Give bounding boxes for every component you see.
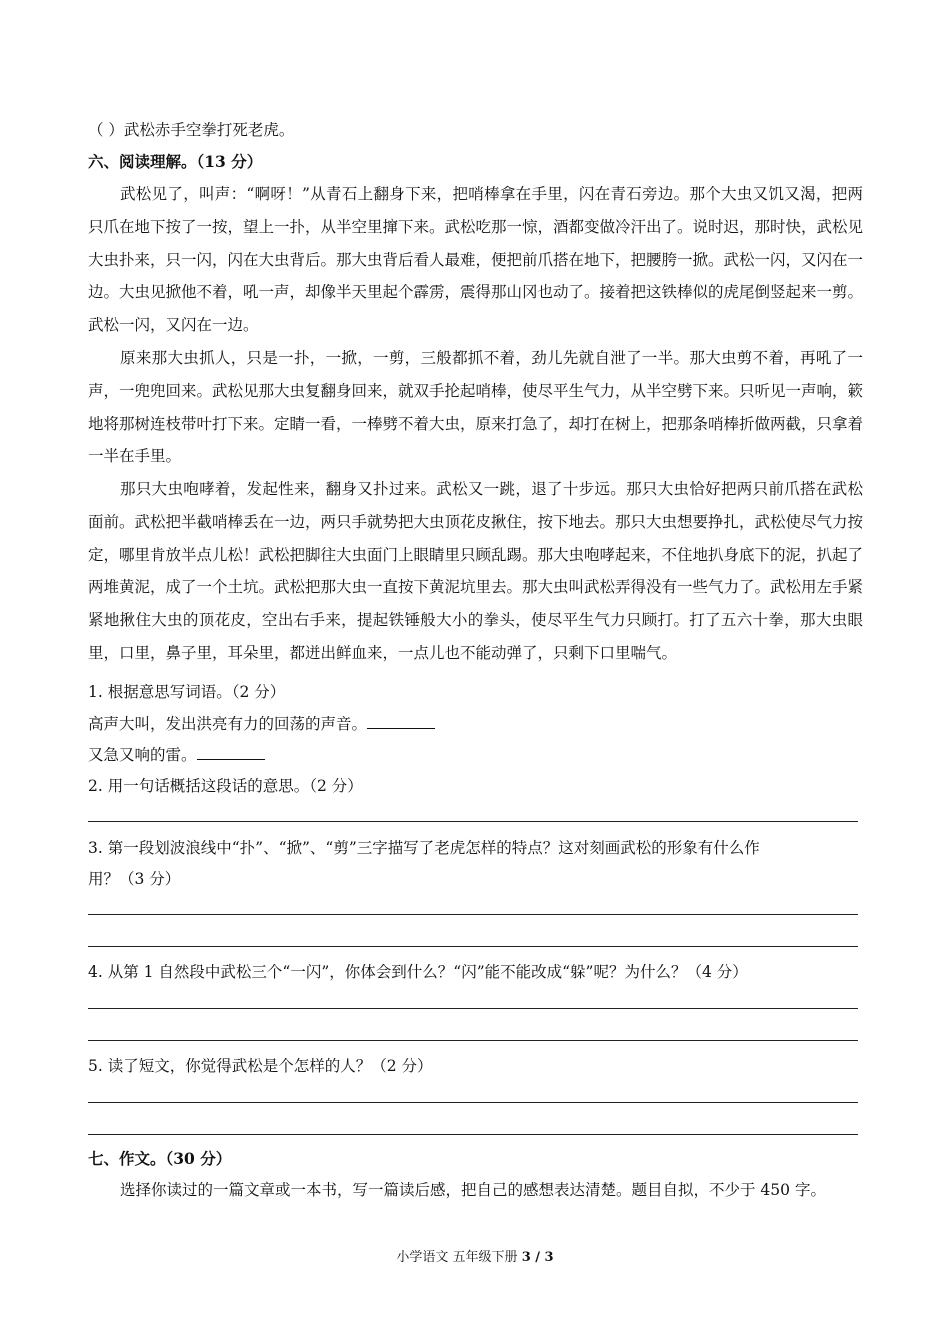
answer-line-q4-2[interactable] xyxy=(88,1040,858,1041)
answer-line-q2[interactable] xyxy=(88,821,858,822)
reading-paragraph-2: 原来那大虫抓人，只是一扑，一掀，一剪，三般都抓不着，劲儿先就自泄了一半。那大虫剪不着，再吼了一声，一兜兜回来。武松见那大虫复翻身回来，就双手抡起哨棒，使尽平生气力，从半空劈下来。只听见一声响，簌地将那树连枝带叶打下来。定睛一看，一棒劈不着大虫，原来打急了，却打在树上，把那条哨棒折做两截，只拿着一半在手里。 xyxy=(88,349,864,466)
question-5: 5. 读了短文，你觉得武松是个怎样的人？（2 分） xyxy=(88,1057,433,1075)
page-footer xyxy=(0,1246,950,1265)
answer-blank-1a[interactable] xyxy=(367,714,435,729)
section6-title: 六、阅读理解。（13 分） xyxy=(88,152,263,171)
section7-title: 七、作文。（30 分） xyxy=(88,1149,232,1168)
question-1a xyxy=(88,714,863,734)
reading-paragraph-1: 武松见了，叫声：“啊呀！”从青石上翻身下来，把哨棒拿在手里，闪在青石旁边。那个大虫又饥又渴，把两只爪在地下按了一按，望上一扑，从半空里撺下来。武松吃那一惊，酒都变做冷汗出了。说时迟，那时快，武松见大虫扑来，只一闪，闪在大虫背后。那大虫背后看人最难，便把前爪搭在地下，把腰胯一掀。武松一闪，又闪在一边。大虫见掀他不着，吼一声，却像半天里起个霹雳，震得那山冈也动了。接着把这铁棒似的虎尾倒竖起来一剪。武松一闪，又闪在一边。 xyxy=(88,185,864,335)
answer-line-q3-2[interactable] xyxy=(88,946,858,947)
question-3-line1: 3. 第一段划波浪线中“扑”、“掀”、“剪”三字描写了老虎怎样的特点？这对刻画武松的形象有什么作 xyxy=(88,839,760,857)
question-1: 1. 根据意思写词语。（2 分） xyxy=(88,683,286,701)
answer-line-q5-1[interactable] xyxy=(88,1102,858,1103)
question-1b-text: 又急又响的雷。 xyxy=(88,746,197,764)
top-line: （ ）武松赤手空拳打死老虎。 xyxy=(88,121,295,139)
footer-label: 小学语文 五年级下册 xyxy=(396,1250,522,1265)
answer-line-q4-1[interactable] xyxy=(88,1008,858,1009)
answer-line-q3-1[interactable] xyxy=(88,914,858,915)
composition-prompt: 选择你读过的一篇文章或一本书，写一篇读后感，把自己的感想表达清楚。题目自拟，不少于 450 字。 xyxy=(120,1181,826,1199)
answer-line-q5-2[interactable] xyxy=(88,1134,858,1135)
question-1a-text: 高声大叫，发出洪亮有力的回荡的声音。 xyxy=(88,715,368,733)
answer-blank-1b[interactable] xyxy=(197,745,265,760)
reading-paragraph-3: 那只大虫咆哮着，发起性来，翻身又扑过来。武松又一跳，退了十步远。那只大虫恰好把两只前爪搭在武松面前。武松把半截哨棒丢在一边，两只手就势把大虫顶花皮揪住，按下地去。那只大虫想要挣扎，武松使尽气力按定，哪里肯放半点儿松！武松把脚往大虫面门上眼睛里只顾乱踢。那大虫咆哮起来，不住地扒身底下的泥，扒起了两堆黄泥，成了一个土坑。武松把那大虫一直按下黄泥坑里去。那大虫叫武松弄得没有一些气力了。武松用左手紧紧地揪住大虫的顶花皮，空出右手来，提起铁锤般大小的拳头，使尽平生气力只顾打。打了五六十拳，那大虫眼里，口里，鼻子里，耳朵里，都迸出鲜血来，一点儿也不能动弹了，只剩下口里喘气。 xyxy=(88,480,864,662)
question-1b xyxy=(88,745,863,765)
question-2: 2. 用一句话概括这段话的意思。（2 分） xyxy=(88,777,363,795)
page-number: 3 / 3 xyxy=(521,1250,554,1265)
question-4: 4. 从第 1 自然段中武松三个“一闪”，你体会到什么？“闪”能不能改成“躲”呢？为什么？（4 分） xyxy=(88,963,748,981)
question-3-line2: 用？（3 分） xyxy=(88,870,181,888)
